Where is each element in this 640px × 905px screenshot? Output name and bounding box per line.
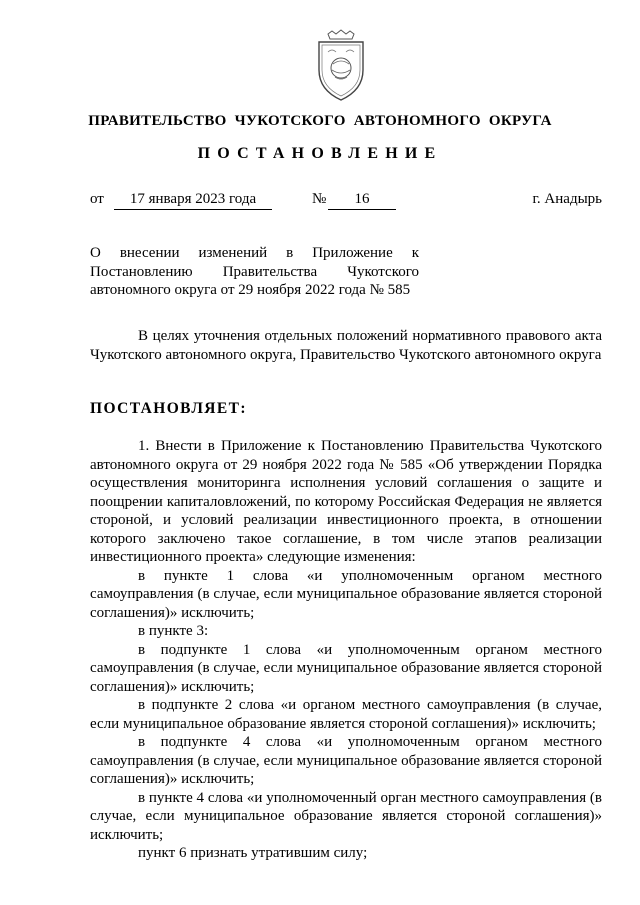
resolution-heading: ПОСТАНОВЛЯЕТ: [90, 400, 247, 417]
paragraph: в пункте 4 слова «и уполномоченный орган местного самоуправления (в случае, если муниципальное образование является стороной соглашения)» исключить; [90, 789, 602, 843]
city: г. Анадырь [532, 191, 602, 207]
paragraph: в подпункте 2 слова «и органом местного самоуправления (в случае, если муниципальное образование является стороной соглашения)» исключить; [90, 697, 602, 732]
document-meta [90, 191, 602, 213]
subject-line: Постановлению Правительства Чукотского [90, 263, 419, 280]
document-number: 16 [328, 191, 396, 210]
date-label: от [90, 191, 104, 207]
document-type-heading: ПОСТАНОВЛЕНИЕ [197, 145, 443, 162]
paragraph: в пункте 1 слова «и уполномоченным органом местного самоуправления (в случае, если муниципальное образование является стороной соглашения)» исключить; [90, 567, 602, 621]
paragraph: в подпункте 4 слова «и уполномоченным органом местного самоуправления (в случае, если муниципальное образование является стороной соглашения)» исключить; [90, 734, 602, 787]
chukotka-coat-of-arms-icon [310, 28, 372, 104]
paragraph: пункт 6 признать утратившим силу; [138, 845, 368, 861]
paragraph: в подпункте 1 слова «и уполномоченным органом местного самоуправления (в случае, если муниципальное образование является стороной соглашения)» исключить; [90, 641, 602, 695]
subject-line: автономного округа от 29 ноября 2022 года № 585 [90, 282, 411, 298]
preamble: В целях уточнения отдельных положений нормативного правового акта Чукотского автономного округа, Правительство Чукотского автономного округа [90, 328, 602, 363]
paragraph: 1. Внести в Приложение к Постановлению Правительства Чукотского автономного округа от 29 ноября 2022 года № 585 «Об утверждении Порядка осуществления мониторинга исполнения условий соглашения о защите и поощрении капиталовложений, по которому Российская Федерация не является стороной, и условий реализации инвестиционного проекта, в отношении которого заключено такое соглашение, в том числе этапов реализации инвестиционного проекта» следующие изменения: [90, 438, 602, 565]
document-date: 17 января 2023 года [114, 191, 272, 210]
subject-line: О внесении изменений в Приложение к [90, 245, 419, 261]
government-title: ПРАВИТЕЛЬСТВО ЧУКОТСКОГО АВТОНОМНОГО ОКРУГА [88, 113, 552, 129]
document-body [90, 437, 602, 863]
document-subject [90, 244, 419, 300]
number-label: № [312, 191, 327, 207]
paragraph: в пункте 3: [138, 623, 209, 639]
